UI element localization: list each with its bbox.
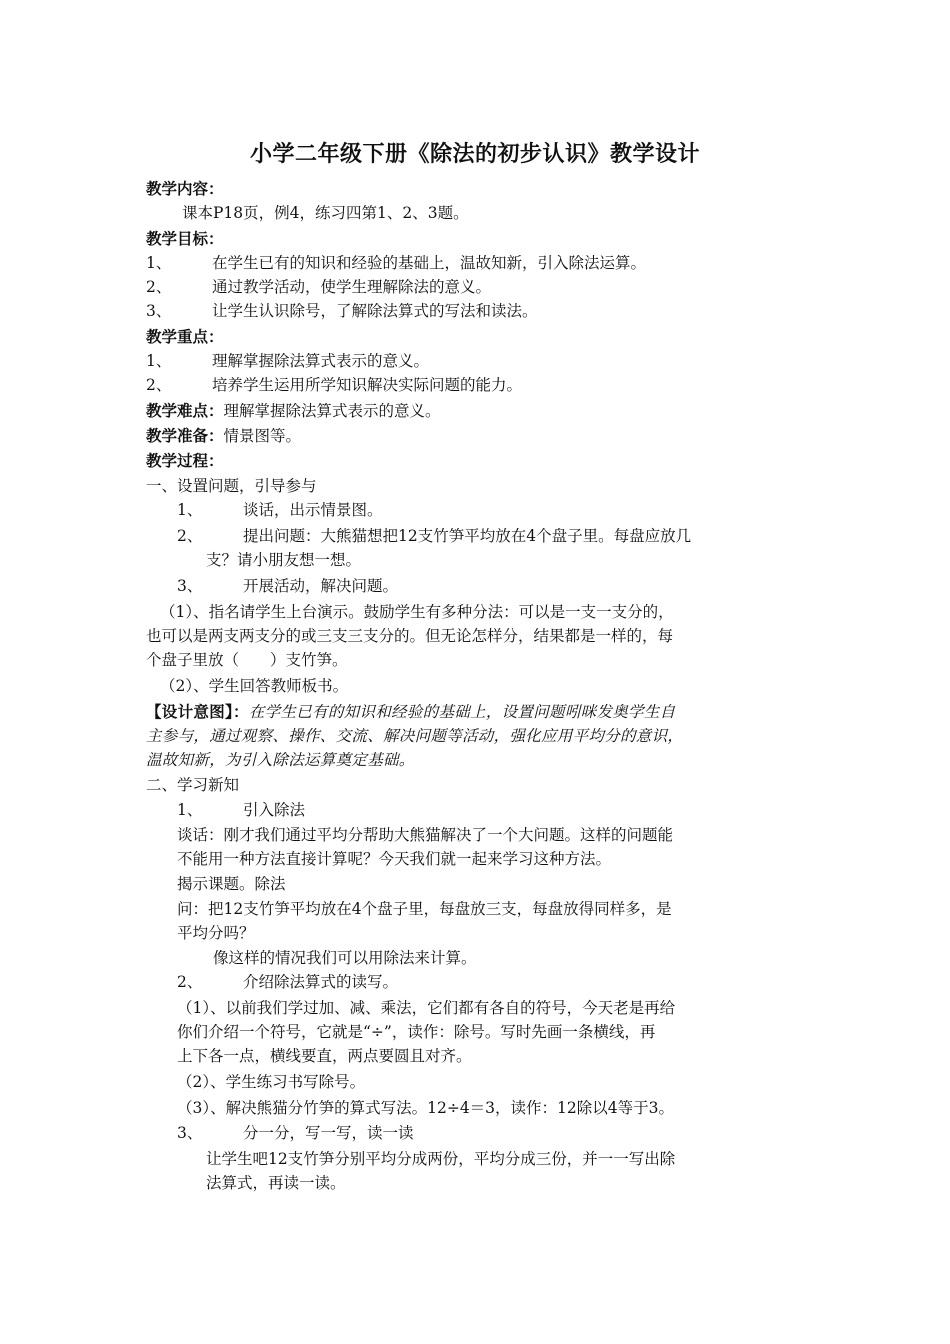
- paragraph-line: 上下各一点，横线要直，两点要圆且对齐。: [177, 1047, 472, 1065]
- paragraph-line: 谈话：刚才我们通过平均分帮助大熊猫解决了一个大问题。这样的问题能: [177, 826, 674, 844]
- key-point-text: 理解掌握除法算式表示的意义。: [212, 352, 430, 370]
- content-text: 课本P18页，例4，练习四第1、2、3题。: [182, 204, 469, 222]
- key-point-number: 1、: [146, 352, 172, 370]
- goal-text: 在学生已有的知识和经验的基础上，温故知新，引入除法运算。: [212, 254, 647, 272]
- key-point-number: 2、: [146, 376, 172, 394]
- step-text: 分一分，写一写，读一读: [243, 1124, 414, 1142]
- step-number: 3、: [177, 577, 203, 595]
- step-text: 提出问题：大熊猫想把12支竹笋平均放在4个盘子里。每盘应放几: [243, 527, 692, 545]
- step-item: [177, 1121, 414, 1145]
- step-number: 2、: [177, 973, 203, 991]
- key-points-label: 教学重点：: [146, 328, 224, 346]
- paragraph-line: 揭示课题。除法: [177, 875, 286, 893]
- step-item: [177, 798, 305, 822]
- paragraph-line: （1）、以前我们学过加、减、乘法，它们都有各自的符号，今天老是再给: [177, 999, 676, 1017]
- step-text: 谈话，出示情景图。: [243, 501, 383, 519]
- design-intent-line: 主参与，通过观察、操作、交流、解决问题等活动，强化应用平均分的意识，: [146, 727, 684, 745]
- paragraph-line: （1）、指名请学生上台演示。鼓励学生有多种分法：可以是一支一支分的，: [160, 603, 674, 621]
- step-item: [177, 498, 383, 522]
- design-intent-label: 【设计意图】：: [146, 703, 249, 721]
- paragraph-line: 你们介绍一个符号，它就是“÷”，读作：除号。写时先画一条横线，再: [177, 1023, 656, 1041]
- goal-number: 1、: [146, 254, 172, 272]
- paragraph-line: 也可以是两支两支分的或三支三支分的。但无论怎样分，结果都是一样的，每: [146, 627, 674, 645]
- goal-item: [146, 251, 646, 275]
- design-intent-text: 在学生已有的知识和经验的基础上，设置问题吲咪发奥学生自: [248, 703, 676, 721]
- step-text: 开展活动，解决问题。: [243, 577, 399, 595]
- prep-label: 教学准备：: [146, 427, 224, 445]
- step-text: 介绍除法算式的读写。: [243, 973, 399, 991]
- step-item: [177, 524, 691, 548]
- paragraph-line: （2）、学生回答教师板书。: [160, 677, 349, 695]
- design-intent-line: 温故知新，为引入除法运算奠定基础。: [146, 751, 415, 769]
- design-intent-line: [146, 700, 675, 724]
- content-label: 教学内容：: [146, 180, 224, 198]
- goal-number: 3、: [146, 302, 172, 320]
- document-title: 小学二年级下册《除法的初步认识》教学设计: [249, 142, 700, 167]
- difficulty-line: [146, 399, 441, 423]
- goal-number: 2、: [146, 278, 172, 296]
- paragraph-line: 问：把12支竹笋平均放在4个盘子里，每盘放三支，每盘放得同样多，是: [177, 900, 672, 918]
- paragraph-line: 不能用一种方法直接计算呢？今天我们就一起来学习这种方法。: [177, 850, 612, 868]
- goal-text: 通过教学活动，使学生理解除法的意义。: [212, 278, 492, 296]
- paragraph-line: 让学生吧12支竹笋分别平均分成两份，平均分成三份，并一一写出除: [206, 1150, 676, 1168]
- paragraph-line: 像这样的情况我们可以用除法来计算。: [213, 949, 477, 967]
- part1-heading: 一、设置问题，引导参与: [146, 477, 317, 495]
- difficulty-text: 理解掌握除法算式表示的意义。: [223, 402, 441, 420]
- goal-item: [146, 275, 491, 299]
- paragraph-line: 个盘子里放（ ）支竹笋。: [146, 651, 348, 669]
- part2-heading: 二、学习新知: [146, 776, 240, 794]
- paragraph-line: （2）、学生练习书写除号。: [177, 1073, 366, 1091]
- difficulty-label: 教学难点：: [146, 402, 224, 420]
- key-point-item: [146, 373, 522, 397]
- paragraph-line: （3）、解决熊猫分竹笋的算式写法。12÷4＝3，读作：12除以4等于3。: [177, 1099, 674, 1117]
- process-label: 教学过程：: [146, 452, 224, 470]
- step-text: 引入除法: [243, 801, 306, 819]
- step-number: 2、: [177, 527, 203, 545]
- goal-text: 让学生认识除号，了解除法算式的写法和读法。: [212, 302, 538, 320]
- prep-line: [146, 424, 301, 448]
- paragraph-line: 平均分吗？: [177, 924, 255, 942]
- goals-label: 教学目标：: [146, 230, 224, 248]
- goal-item: [146, 299, 538, 323]
- prep-text: 情景图等。: [223, 427, 302, 445]
- key-point-text: 培养学生运用所学知识解决实际问题的能力。: [212, 376, 523, 394]
- step-number: 3、: [177, 1124, 203, 1142]
- step-number: 1、: [177, 801, 203, 819]
- step-number: 1、: [177, 501, 203, 519]
- paragraph-line: 法算式，再读一读。: [206, 1174, 346, 1192]
- step-item: [177, 970, 398, 994]
- step-item: [177, 574, 398, 598]
- key-point-item: [146, 349, 429, 373]
- step-text-continued: 支？请小朋友想一想。: [206, 551, 362, 569]
